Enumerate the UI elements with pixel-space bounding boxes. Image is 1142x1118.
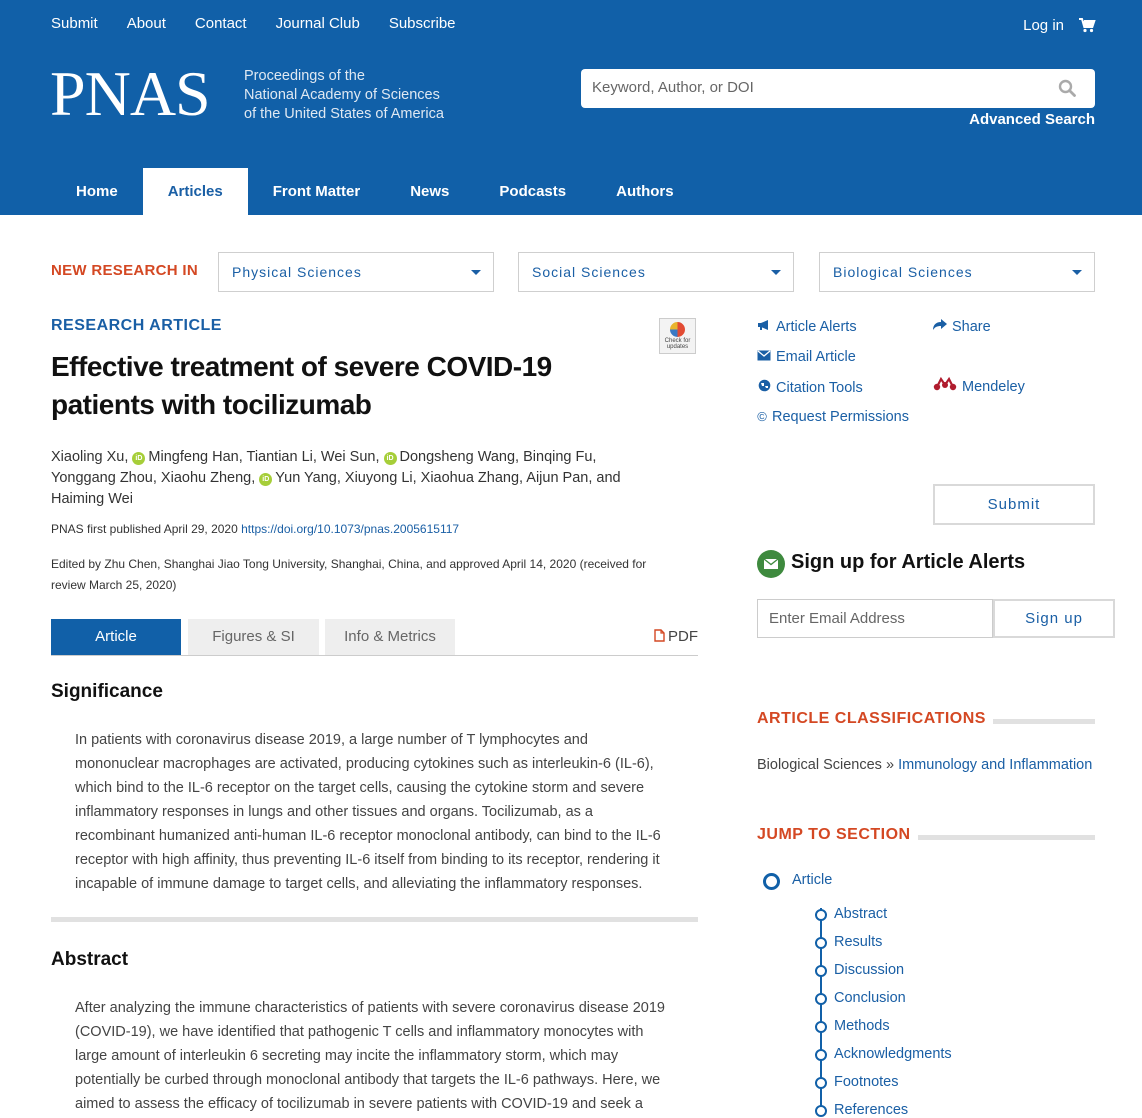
- orcid-icon[interactable]: iD: [259, 473, 272, 486]
- check-updates-label: Check for updates: [664, 338, 691, 350]
- author-names[interactable]: Yonggang Zhou, Xiaohu Zheng,: [51, 470, 256, 486]
- tool-label: Email Article: [776, 349, 856, 365]
- section-marker-icon: [815, 937, 827, 949]
- heading-rule: [918, 835, 1095, 840]
- tab-articles[interactable]: Articles: [143, 168, 248, 215]
- globe-icon: [757, 379, 771, 396]
- check-for-updates-badge[interactable]: [659, 318, 696, 354]
- author-names[interactable]: Yun Yang, Xiuyong Li, Xiaohua Zhang, Aijun Pan, and: [275, 470, 621, 486]
- share-link[interactable]: [933, 319, 991, 335]
- tagline-line: Proceedings of the: [244, 68, 365, 84]
- mendeley-link[interactable]: [933, 377, 1025, 395]
- dropdown-label: Social Sciences: [532, 264, 646, 280]
- author-names[interactable]: Xiaoling Xu,: [51, 449, 129, 465]
- article-alerts-link[interactable]: [757, 319, 857, 335]
- tool-label: Article Alerts: [776, 319, 857, 335]
- breadcrumb-separator: »: [885, 757, 895, 773]
- topnav-contact[interactable]: Contact: [194, 15, 247, 32]
- caret-down-icon: [1072, 270, 1082, 275]
- orcid-icon[interactable]: iD: [384, 452, 397, 465]
- tool-label: Share: [952, 319, 991, 335]
- heading-rule: [993, 719, 1095, 724]
- tool-label: Citation Tools: [776, 380, 863, 396]
- article-tabs: [51, 619, 698, 656]
- tab-front-matter[interactable]: Front Matter: [272, 183, 361, 200]
- site-header: [0, 0, 1142, 215]
- signup-button[interactable]: Sign up: [993, 599, 1115, 638]
- edited-by: Edited by Zhu Chen, Shanghai Jiao Tong University, Shanghai, China, and approved April 14, 2020 (received for review March 25, 2020): [51, 557, 647, 592]
- login-link[interactable]: Log in: [1023, 17, 1064, 34]
- mendeley-icon: [933, 377, 957, 395]
- email-article-link[interactable]: [757, 349, 856, 365]
- tab-authors[interactable]: Authors: [616, 183, 674, 200]
- jump-references-link[interactable]: References: [834, 1102, 909, 1118]
- physical-sciences-dropdown[interactable]: [218, 252, 494, 292]
- tab-podcasts[interactable]: Podcasts: [499, 183, 567, 200]
- abstract-heading: Abstract: [51, 949, 129, 970]
- section-marker-icon: [815, 1077, 827, 1089]
- section-marker-icon: [815, 1105, 827, 1117]
- section-marker-icon: [763, 873, 780, 890]
- tool-label: Mendeley: [962, 379, 1025, 395]
- alerts-signup-title: Sign up for Article Alerts: [791, 551, 1026, 573]
- dropdown-label: Biological Sciences: [833, 264, 973, 280]
- advanced-search-link[interactable]: Advanced Search: [969, 111, 1095, 128]
- search-icon[interactable]: [1058, 79, 1076, 102]
- tab-figures-si[interactable]: Figures & SI: [188, 619, 319, 655]
- search-box: [581, 69, 1095, 108]
- jump-results-link[interactable]: Results: [834, 934, 883, 950]
- article-classification: [757, 757, 1092, 773]
- pdf-label: PDF: [668, 628, 698, 645]
- dropdown-label: Physical Sciences: [232, 264, 362, 280]
- section-marker-icon: [815, 909, 827, 921]
- tagline-line: National Academy of Sciences: [244, 87, 440, 103]
- section-marker-icon: [815, 1049, 827, 1061]
- cart-icon[interactable]: [1079, 18, 1095, 38]
- request-permissions-link[interactable]: [757, 409, 909, 425]
- publication-info: [51, 522, 459, 536]
- tagline-line: of the United States of America: [244, 106, 444, 122]
- section-divider: [51, 917, 698, 922]
- topnav-subscribe[interactable]: Subscribe: [388, 15, 456, 32]
- jump-article-link[interactable]: Article: [792, 872, 833, 888]
- caret-down-icon: [771, 270, 781, 275]
- tab-home[interactable]: Home: [76, 183, 118, 200]
- copyright-icon: ©: [757, 409, 767, 424]
- tab-info-metrics[interactable]: Info & Metrics: [325, 619, 455, 655]
- jump-conclusion-link[interactable]: Conclusion: [834, 990, 906, 1006]
- topnav-about[interactable]: About: [126, 15, 166, 32]
- search-input[interactable]: [592, 69, 1032, 106]
- author-list: [51, 447, 651, 510]
- jump-acknowledgments-link[interactable]: Acknowledgments: [834, 1046, 952, 1062]
- caret-down-icon: [471, 270, 481, 275]
- jump-methods-link[interactable]: Methods: [834, 1018, 890, 1034]
- article-type: RESEARCH ARTICLE: [51, 317, 222, 334]
- jump-to-section-heading: JUMP TO SECTION: [757, 826, 911, 843]
- topnav-journal-club[interactable]: Journal Club: [275, 15, 360, 32]
- author-names[interactable]: Dongsheng Wang, Binqing Fu,: [399, 449, 597, 465]
- megaphone-icon: [757, 319, 771, 335]
- tab-article[interactable]: Article: [51, 619, 181, 655]
- citation-tools-link[interactable]: [757, 379, 863, 396]
- classification-parent: Biological Sciences: [757, 757, 882, 773]
- classification-link[interactable]: Immunology and Inflammation: [898, 757, 1093, 773]
- significance-heading: Significance: [51, 681, 163, 702]
- section-marker-icon: [815, 965, 827, 977]
- topnav-submit[interactable]: Submit: [51, 15, 98, 32]
- section-marker-icon: [815, 993, 827, 1005]
- abstract-text: After analyzing the immune characteristics of patients with severe coronavirus disease 2019 (COVID-19), we have identified that pathogenic T cells and inflammatory monocytes with large amount of interleukin 6 secreting may incite the inflammatory storm, which may potentially be curbed through monoclonal antibody that targets the IL-6 pathways. Here, we aimed to assess the efficacy of tocilizumab in severe patients with COVID-19 and seek a: [75, 1000, 665, 1112]
- jump-discussion-link[interactable]: Discussion: [834, 962, 905, 978]
- section-marker-icon: [815, 1021, 827, 1033]
- top-nav: [51, 15, 485, 32]
- pdf-icon: [654, 629, 665, 642]
- jump-footnotes-link[interactable]: Footnotes: [834, 1074, 899, 1090]
- doi-link[interactable]: https://doi.org/10.1073/pnas.2005615117: [241, 522, 460, 536]
- share-arrow-icon: [933, 319, 947, 335]
- crossmark-icon: [670, 322, 685, 337]
- new-research-label: NEW RESEARCH IN: [51, 262, 199, 279]
- envelope-circle-icon: [757, 550, 785, 578]
- article-title: Effective treatment of severe COVID-19 patients with tocilizumab: [51, 351, 552, 420]
- article-classifications-heading: ARTICLE CLASSIFICATIONS: [757, 710, 986, 727]
- journal-tagline: [244, 67, 444, 124]
- main-nav: [51, 168, 699, 215]
- biological-sciences-dropdown[interactable]: [819, 252, 1095, 292]
- published-date: PNAS first published April 29, 2020: [51, 522, 238, 536]
- envelope-icon: [757, 349, 771, 365]
- jump-abstract-link[interactable]: Abstract: [834, 906, 888, 922]
- submit-button[interactable]: Submit: [933, 484, 1095, 525]
- tab-news[interactable]: News: [410, 183, 450, 200]
- tool-label: Request Permissions: [772, 409, 909, 425]
- email-field[interactable]: Enter Email Address: [757, 599, 993, 638]
- author-names[interactable]: Mingfeng Han, Tiantian Li, Wei Sun,: [148, 449, 380, 465]
- author-names[interactable]: Haiming Wei: [51, 491, 133, 507]
- significance-text: In patients with coronavirus disease 2019, a large number of T lymphocytes and mononuclear macrophages are activated, producing cytokines such as interleukin-6 (IL-6), which bind to the IL-6 receptor on the target cells, causing the cytokine storm and severe inflammatory responses in lungs and other tissues and organs. Tocilizumab, as a recombinant humanized anti-human IL-6 receptor monoclonal antibody, can bind to the IL-6 receptor with high affinity, thus preventing IL-6 itself from binding to its receptor, rendering it incapable of immune damage to target cells, and alleviating the inflammatory responses.: [75, 732, 661, 892]
- pnas-logo[interactable]: PNAS: [50, 58, 210, 129]
- social-sciences-dropdown[interactable]: [518, 252, 794, 292]
- orcid-icon[interactable]: iD: [132, 452, 145, 465]
- pdf-link[interactable]: [654, 628, 698, 645]
